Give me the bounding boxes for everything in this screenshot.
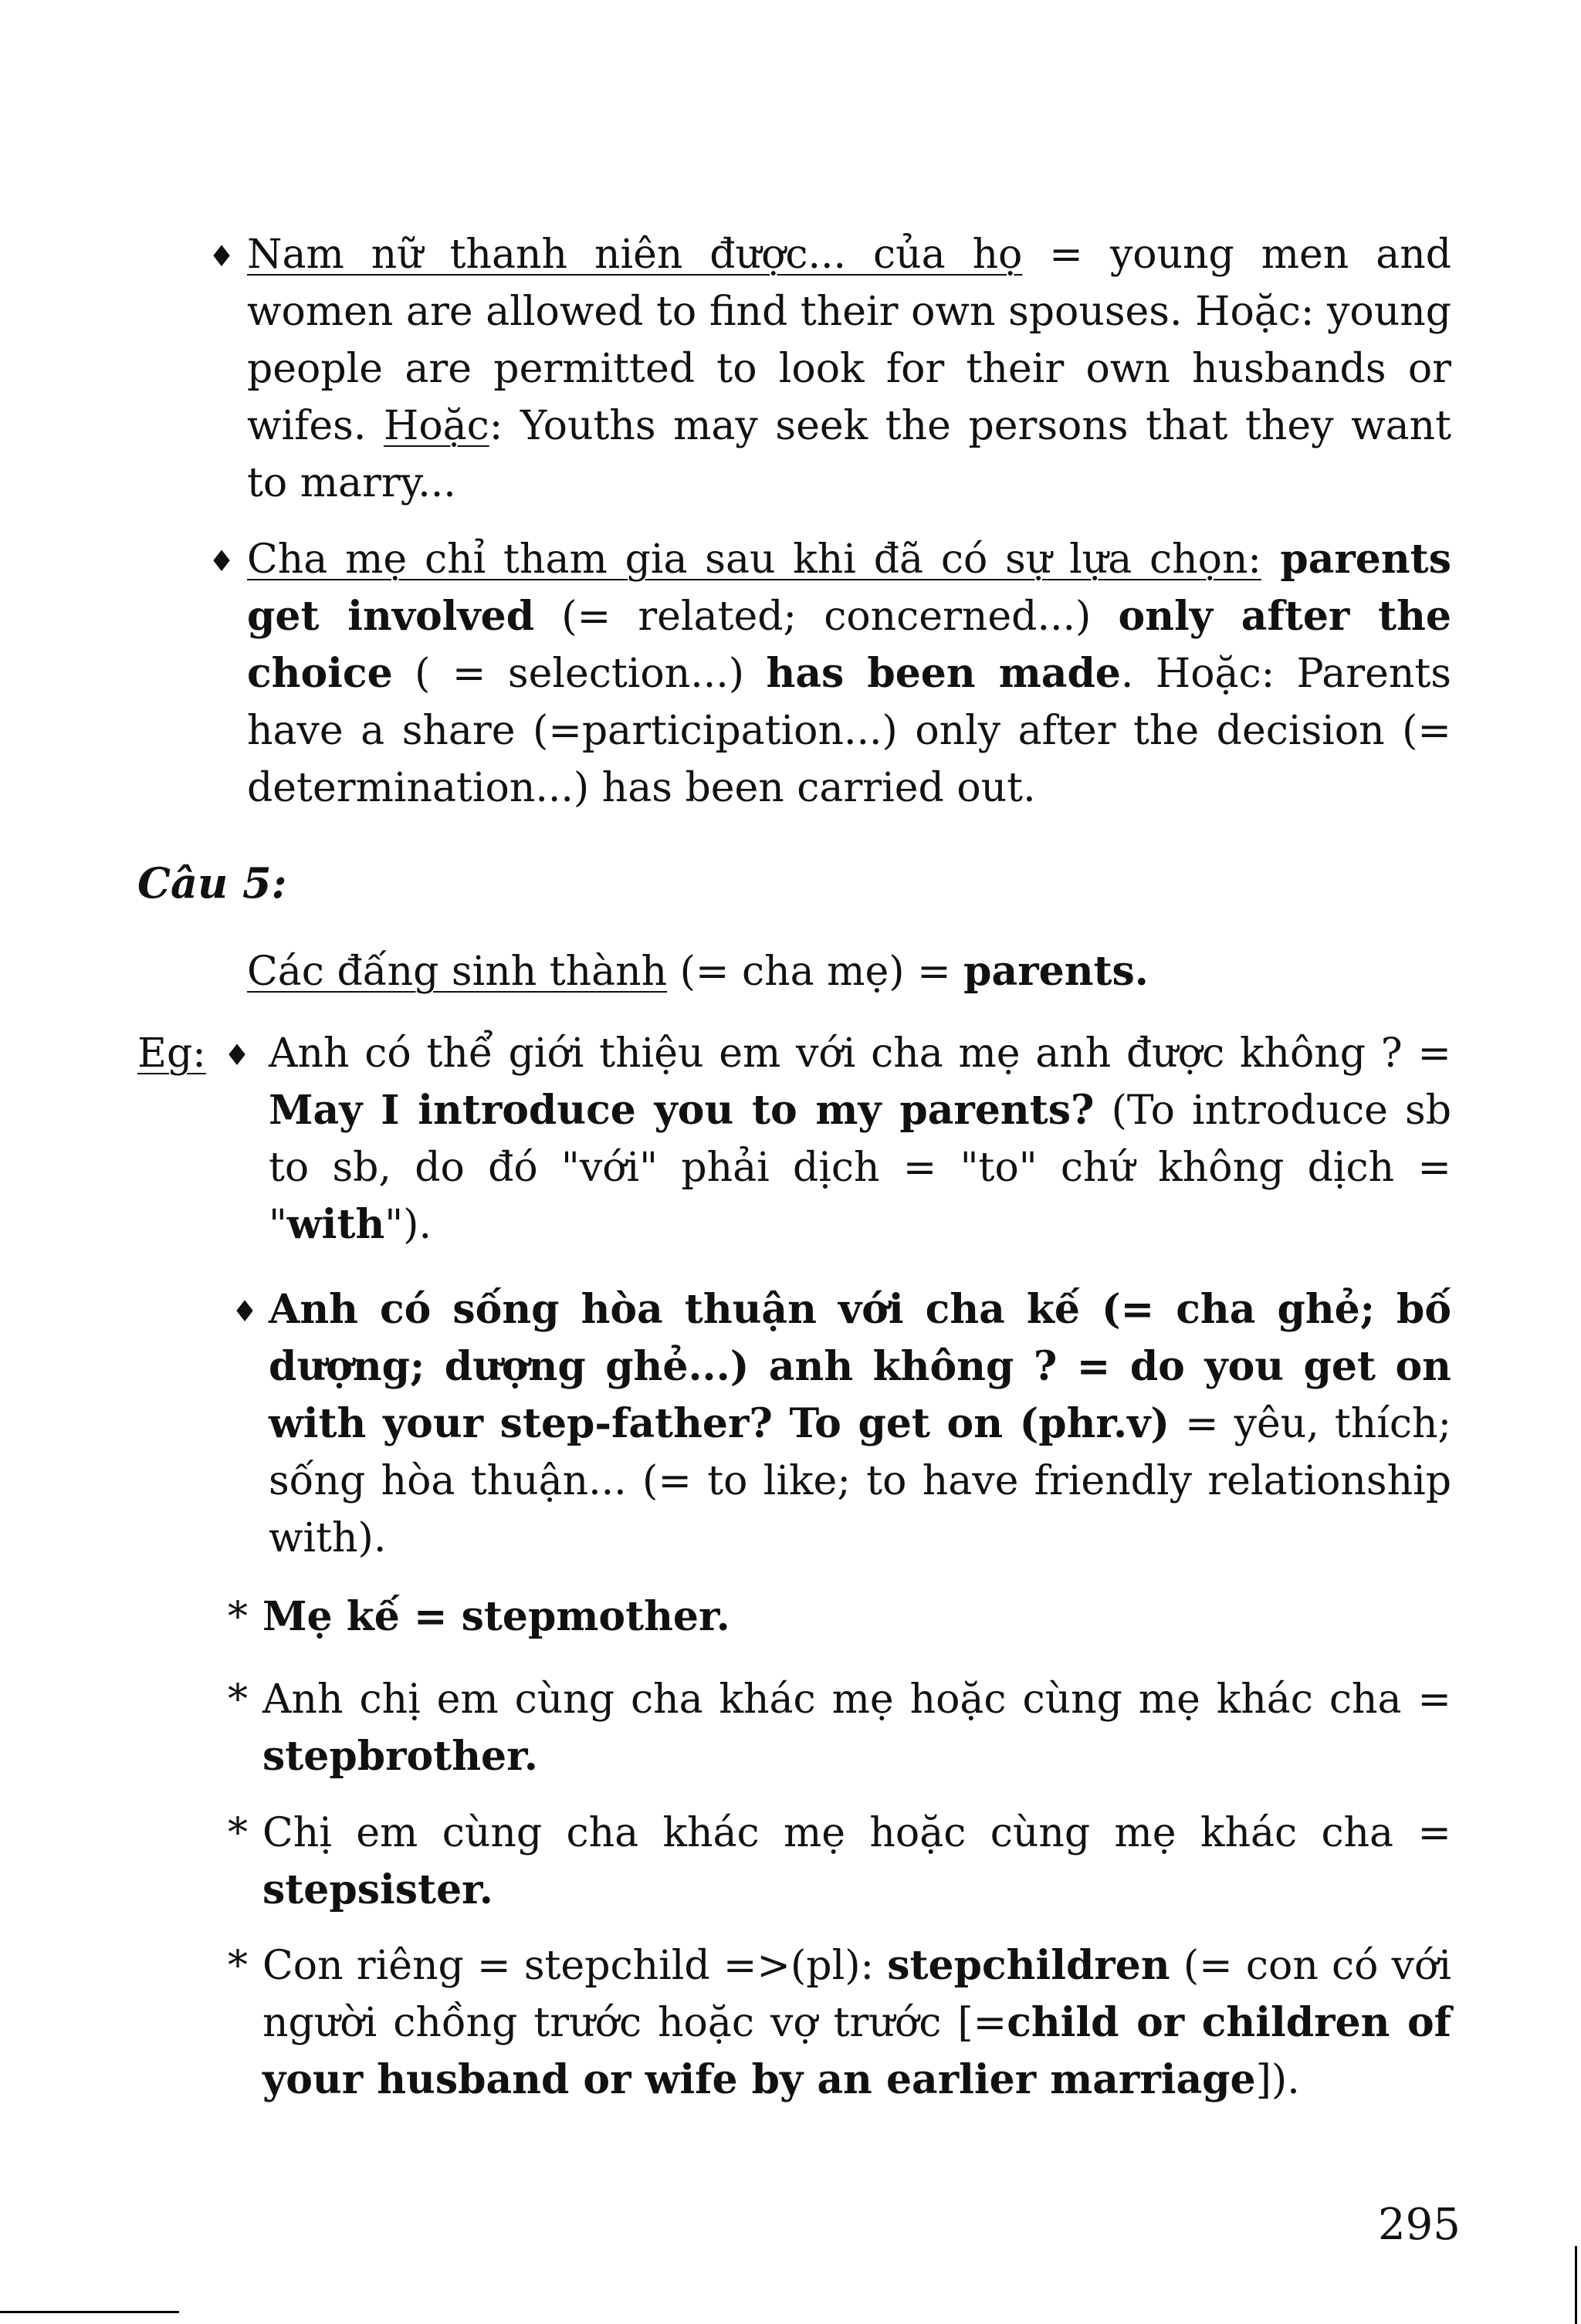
bullet-diamond-icon: ♦ (232, 1294, 259, 1328)
bullet2-text-1: (= related; concerned...) (534, 594, 1119, 640)
star-marker: * (228, 1676, 248, 1723)
example1-text-3: "). (384, 1202, 432, 1248)
star-marker: * (228, 1810, 248, 1856)
star2-bold: stepbrother. (262, 1733, 538, 1780)
section-heading: Câu 5: (137, 858, 287, 908)
bullet2-bold-3: has been made (766, 650, 1121, 697)
example1-bold-2: with (286, 1201, 385, 1248)
star4-text-2: (= con có với người chồng trước hoặc vợ trước [= (262, 1943, 1451, 2046)
star4-bold-2: child or children of your husband or wife by an earlier marriage (262, 1999, 1452, 2103)
example1-text-2: (To introduce sb to sb, do đó "với" phải dịch = "to" chứ không dịch = " (269, 1088, 1452, 1248)
bullet1-text: = young men and women are allowed to find their own spouses. Hoặc: young people are permitted to look for their own husbands or wifes. (247, 232, 1451, 449)
definition-line (247, 943, 1451, 1000)
bullet-diamond-icon: ♦ (208, 239, 235, 273)
bottom-left-rule (0, 2311, 179, 2313)
bullet-diamond-icon: ♦ (224, 1038, 251, 1072)
star-marker: * (228, 1594, 248, 1640)
example-item-1 (269, 1025, 1451, 1253)
bullet2-bold-2: only after the choice (247, 593, 1451, 697)
bullet2-bold-1: parents get involved (247, 536, 1451, 640)
bullet1-text-2: : Youths may seek the persons that they want to marry... (247, 403, 1452, 506)
star3-text: Chị em cùng cha khác mẹ hoặc cùng mẹ khác cha = (262, 1810, 1451, 1856)
star3-bold: stepsister. (262, 1866, 493, 1913)
definition-vietnamese-phrase: Các đấng sinh thành (247, 949, 668, 995)
star1-bold: Mẹ kế = stepmother. (262, 1593, 730, 1640)
example-item-2 (269, 1281, 1451, 1567)
bullet2-vietnamese-phrase: Cha mẹ chỉ tham gia sau khi đã có sự lựa chọn: (247, 536, 1261, 583)
bullet-item-2 (247, 531, 1451, 817)
bullet1-vietnamese-phrase: Nam nữ thanh niên được... của họ (247, 232, 1023, 278)
example1-bold-1: May I introduce you to my parents? (269, 1087, 1095, 1134)
star4-bold-1: stepchildren (887, 1942, 1170, 1989)
definition-bold: parents. (963, 948, 1149, 995)
example-label: Eg: (137, 1030, 206, 1077)
bullet-item-1 (247, 226, 1451, 512)
bullet2-text-3: . Hoặc: Parents have a share (=participation...) only after the decision (= determination...) has been carried out. (247, 651, 1451, 811)
star-marker: * (228, 1943, 248, 1989)
star4-text-1: Con riêng = stepchild =>(pl): (262, 1943, 888, 1989)
example2-text: = yêu, thích; sống hòa thuận... (= to like; to have friendly relationship with). (269, 1401, 1451, 1561)
bullet-diamond-icon: ♦ (208, 544, 235, 578)
bullet1-hoac: Hoặc (383, 403, 489, 449)
right-edge-rule (1575, 2246, 1577, 2324)
example2-bold: Anh có sống hòa thuận với cha kế (= cha ghẻ; bố dượng; dượng ghẻ...) anh không ? = do you get on with your step-father? To get on (phr.v) (269, 1286, 1451, 1447)
star4-text-3: ]). (1255, 2057, 1300, 2103)
bullet2-text-2: ( = selection...) (392, 651, 767, 697)
page-number: 295 (1378, 2200, 1461, 2250)
star-item-3 (262, 1805, 1451, 1919)
star-item-2 (262, 1671, 1451, 1785)
star-item-4 (262, 1937, 1451, 2109)
example1-text-1: Anh có thể giới thiệu em với cha mẹ anh được không ? = (269, 1030, 1451, 1077)
definition-text: (= cha mẹ) = (667, 949, 964, 995)
star-item-1 (262, 1588, 1451, 1646)
star2-text: Anh chị em cùng cha khác mẹ hoặc cùng mẹ khác cha = (262, 1676, 1451, 1723)
